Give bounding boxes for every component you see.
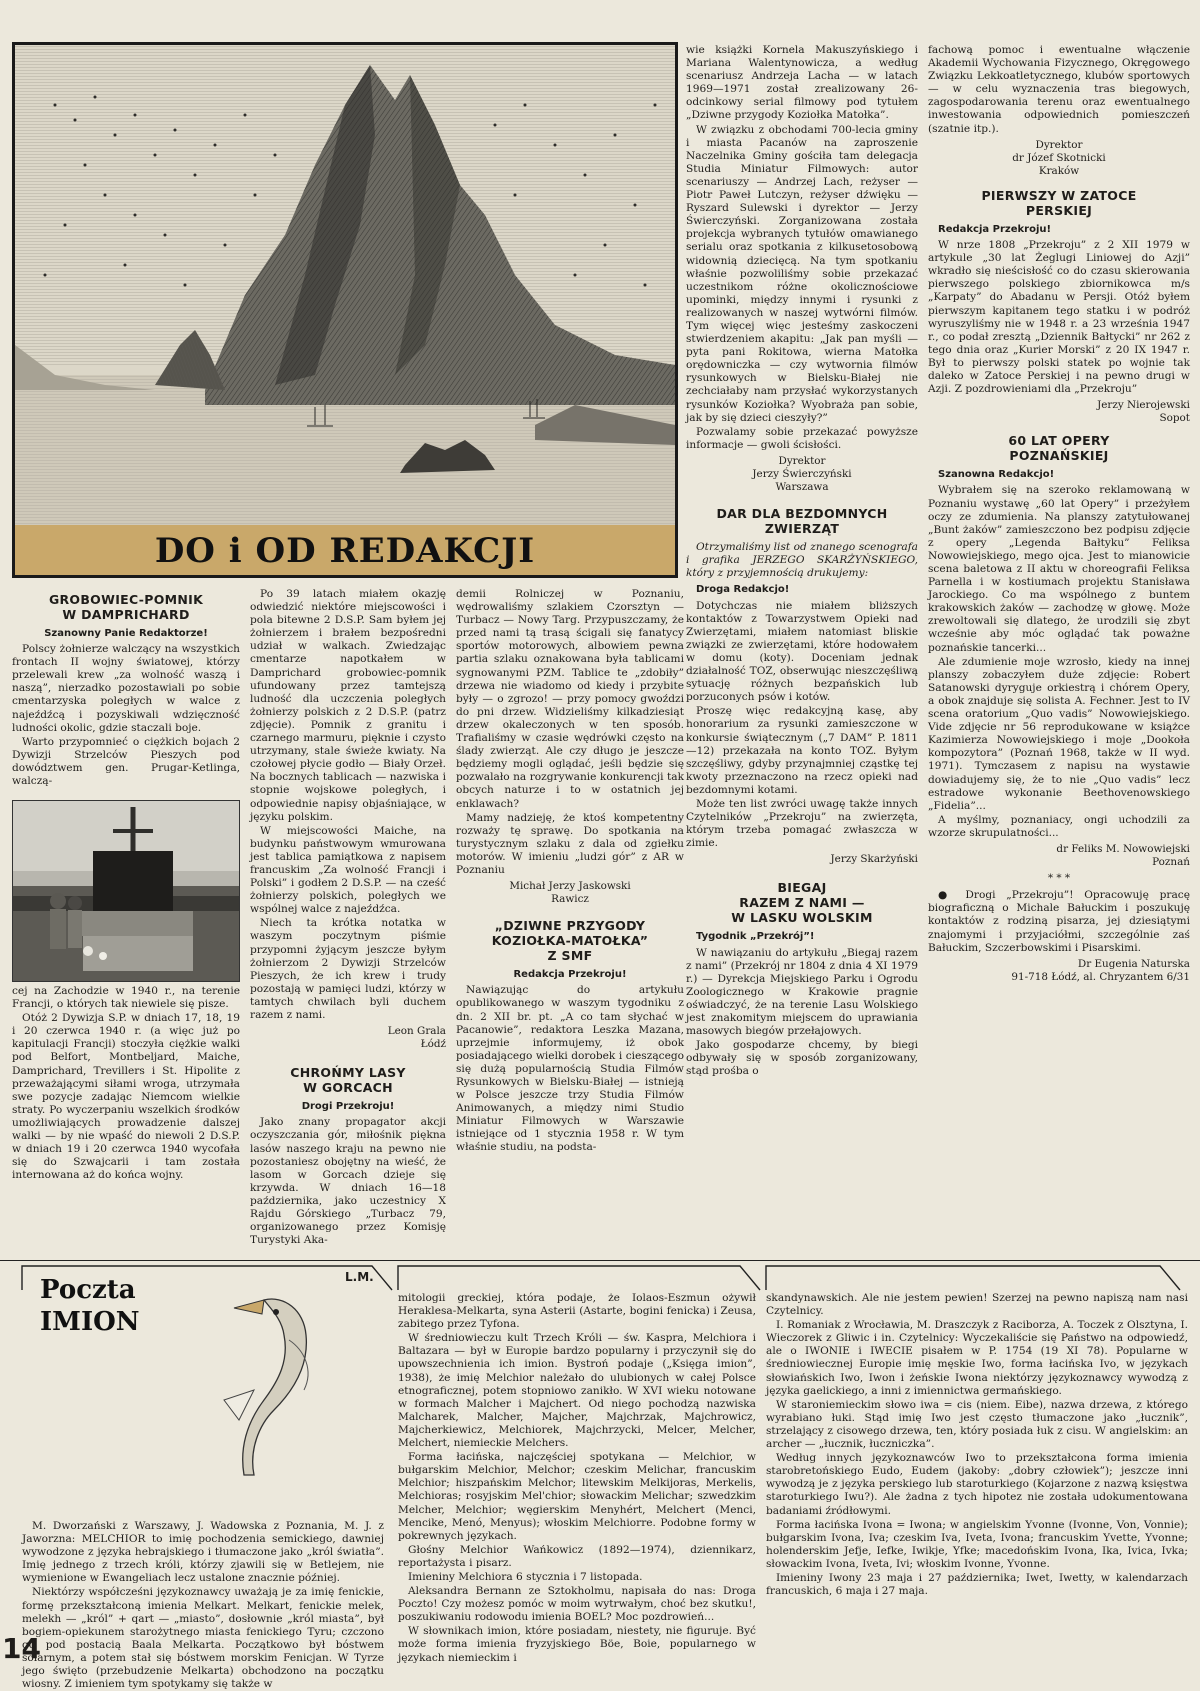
salutation: Droga Redakcjo! — [696, 584, 790, 596]
paragraph: Po 39 latach miałem okazję odwiedzić niektóre miejscowości i pola bitewne 2 D.S.P. Sam byłem jej żołnierzem i brałem bezpośredni udział w walkach. Zwiedzając cmentarze napotkałem w Damprichard grobowiec-pomnik ufundowany przez tamtejszą ludność dla uczczenia poległych żołnierzy polskich z 2 D.S.P. (patrz zdjęcie). Pomnik z granitu i czarnego marmuru, pięknie i czysto utrzymany, stale świeże kwiaty. Na czołowej płycie godło — Biały Orzeł. Na bocznych tablicach — nazwiska i stopnie wojskowe poległych, i odpowiednie napisy objaśniające, w języku polskim. — [250, 588, 446, 823]
poczta-title: Poczta IMION — [40, 1275, 140, 1337]
paragraph: W średniowieczu kult Trzech Króli — św. Kaspra, Melchiora i Baltazara — był w Europie bardzo popularny i przyczynił się do upowszechnienia ich imion. Bystroń podaje („Księga imion”, 1938), że imię Melchior należało do ulubionych w całej Polsce etnograficznej, potem stopniowo zanikło. W XVI wieku notowane w formach Malcher i Majchert. Od niego pochodzą nazwiska Malcharek, Malcher, Majcher, Majchrzak, Majchrowicz, Majcherkiewicz, Melchiorek, Majchrzycki, Melcer, Melcher, Melchert, niemieckie Melchers. — [398, 1332, 756, 1450]
paragraph: M. Dworzański z Warszawy, J. Wadowska z Poznania, M. J. z Jaworzna: MELCHIOR to imię pochodzenia semickiego, dawniej wywodzone z języka hebrajskiego i tłumaczone jako „król światła”. Imię jednego z trzech króli, którzy zjawili się w Betlejem, nie wymienione w Ewangeliach lecz ustalone znacznie później. — [22, 1520, 384, 1585]
paragraph: fachową pomoc i ewentualne włączenie Akademii Wychowania Fizycznego, Okręgowego Związku Lekkoatletycznego, klubów sportowych — w celu wyznaczenia tras biegowych, zagospodarowania terenu oraz ewentualnego inwestowania odpowiednich pomieszczeń (szatnie itp.). — [928, 44, 1190, 135]
article-title: „DZIWNE PRZYGODY KOZIOŁKA-MATOŁKA” Z SMF — [491, 918, 649, 964]
signature: Dyrektor dr Józef Skotnicki Kraków — [1012, 138, 1106, 177]
paragraph: Jako gospodarze chcemy, by biegi odbywały się w sposób zorganizowany, stąd prośba o — [686, 1039, 918, 1078]
poczta-column-1 — [22, 1520, 384, 1691]
paragraph: Otóż 2 Dywizja S.P. w dniach 17, 18, 19 i 20 czerwca 1940 r. (a więc już po kapitulacji Francji) stoczyła ciężkie walki pod Belfort, Montbeljard, Maiche, Damprichard, Trevillers i St. Hipolite z przeważającymi siłami wroga, utrzymała swe pozycje zadając Niemcom wielkie straty. Po wyczerpaniu wszelkich środków umożliwiających prowadzenie dalszej walki — by nie wpaść do niewoli 2 D.S.P. w dniach 19 i 20 czerwca 1940 wycofała się do Szwajcarii i tam została internowana aż do końca wojny. — [12, 1012, 240, 1182]
paragraph: Niech ta krótka notatka w waszym poczytnym piśmie przypomni żyjącym jeszcze byłym żołnierzom 2 Dywizji Strzelców Pieszych, że ich krew i trudy pozostają w pamięci ludzi, którzy w tamtych chwilach byli duchem razem z nami. — [250, 917, 446, 1021]
salutation: Redakcja Przekroju! — [938, 223, 1052, 235]
article-title: PIERWSZY W ZATOCE PERSKIEJ — [981, 187, 1137, 218]
bird-illustration — [194, 1280, 344, 1480]
signature: Michał Jerzy Jaskowski Rawicz — [509, 880, 631, 906]
separator-stars: * * * — [1047, 872, 1071, 885]
paragraph: Forma łacińska, najczęściej spotykana — Melchior, w bułgarskim Melchior, Melchor; czeskim Melichar, francuskim Melchior; hiszpańskim Melchor; litewskim Melkijoras, Merkelis, Melchioras; rosyjskim Mel'chior; słowackim Melichar; szwedzkim Melcher, Melchior; węgierskim Menyhért, Melchert (Menci, Mencike, Menó, Menyus); włoskim Melchiorre. Podobne formy w pokrewnych językach. — [398, 1451, 756, 1542]
article-grobowiec-part1 — [12, 588, 240, 798]
section-title: DO i OD REDAKCJI — [154, 531, 536, 571]
column-d — [686, 44, 918, 1256]
paragraph: Imieniny Melchiora 6 stycznia i 7 listopada. — [408, 1570, 643, 1583]
intro: Otrzymaliśmy list od znanego scenografa i grafika JERZEGO SKARŻYŃSKIEGO, który z przyjemnością drukujemy: — [686, 541, 918, 580]
paragraph: Głośny Melchior Wańkowicz (1892—1974), dziennikarz, reportażysta i pisarz. — [398, 1543, 756, 1569]
article-title: DAR DLA BEZDOMNYCH ZWIERZĄT — [716, 506, 888, 537]
signature: Dyrektor Jerzy Świerczyński Warszawa — [752, 454, 852, 494]
page-number: 14 — [2, 1632, 41, 1665]
signature: Dr Eugenia Naturska 91-718 Łódź, al. Chryzantem 6/31 — [1011, 957, 1190, 983]
paragraph: W związku z obchodami 700-lecia gminy i miasta Pacanów na zaproszenie Naczelnika Gminy gościła tam delegacja Studia Miniatur Filmowych: autor scenariuszy — Andrzej Lach, reżyser — Piotr Paweł Lutczyn, reżyser dźwięku — Ryszard Sulewski i dyrektor — Jerzy Świerczyński. Zorganizowana została projekcja wybranych tytułów omawianego serialu oraz spotkania z kilkusetosobową widownią dziecięcą. Na tym spotkaniu właśnie pozwoliliśmy sobie przekazać uczestnikom różne okolicznościowe upominki, między innymi i rysunki z realizowanych w naszej wytwórni filmów. Tym więcej więc jesteśmy zaskoczeni stwierdzeniem akapitu: „Jak pan myśli — pyta pani Rokitowa, wierna Matołka orędowniczka — czy wytwornia filmów rysunkowych w Bielsku-Białej nie zechciałaby nam przysłać wykorzystanych rysunków Koziołka? Wyobraża pan sobie, jak by się dzieci cieszyły?” — [686, 123, 918, 424]
paragraph: Mamy nadzieję, że ktoś kompetentny rozważy tę sprawę. Do spotkania na turystycznym szlaku z dala od zgiełku motorów. W imieniu „ludzi gór” z AR w Poznaniu — [456, 811, 684, 876]
paragraph: W staroniemieckim słowo iwa = cis (niem. Eibe), nazwa drzewa, z którego wyrabiano łuki. Stąd imię Iwo jest często tłumaczone jako „łucznik”, strzelający z cisowego drzewa, ten, który posiada łuk z cisu. W angielskim: an archer — „łucznik, łuczniczka”. — [766, 1398, 1188, 1451]
paragraph: Jako znany propagator akcji oczyszczania gór, miłośnik piękna lasów naszego kraju na pewno nie pozostaniesz obojętny na wieść, że lasom w Gorcach dzieje się krzywda. W dniach 16—18 października, jako uczestnicy X Rajdu Górskiego „Turbacz 79, organizowanego przez Komisję Turystyki Aka- — [250, 1116, 446, 1247]
paragraph: wie książki Kornela Makuszyńskiego i Mariana Walentynowicza, a według scenariusz Andrzeja Lacha — w latach 1969—1971 został zrealizowany 26-odcinkowy serial filmowy pod tytułem „Dziwne przygody Koziołka Matołka”. — [686, 44, 918, 122]
paragraph: Polscy żołnierze walczący na wszystkich frontach II wojny światowej, którzy przelewali krew „za wolność waszą i naszą”, nierzadko pozostawiali po sobie cmentarzyska poległych w walce z najeźdźcą i pozyskiwali wdzięczność ludności okolic, gdzie staczali boje. — [12, 643, 240, 734]
paragraph: I. Romaniak z Wrocławia, M. Draszczyk z Raciborza, A. Toczek z Olsztyna, I. Wieczorek z Gliwic i in. Czytelnicy: Wyczekaliście się Państwo na odpowiedź, ale o IWONIE i IWECIE pisałem w P. 1754 (19 XI 78). Popularne w średniowiecznej Europie imię męskie Iwo, forma łacińska Ivo, w językach słowiańskich Iwo, Iwon i żeńskie Iwona niektórzy językoznawcy wywodzą z języka gaelickiego, a inni z imiennictwa germańskiego. — [766, 1319, 1188, 1397]
article-title: CHROŃMY LASY W GORCACH — [290, 1065, 406, 1096]
signature: Jerzy Skarżyński — [830, 853, 918, 866]
mountain-illustration — [15, 45, 675, 528]
paragraph: Warto przypomnieć o ciężkich bojach 2 Dywizji Strzelców Pieszych pod dowództwem gen. Prugar-Ketlinga, walczą- — [12, 735, 240, 788]
column-b — [250, 588, 446, 1254]
paragraph: Forma łacińska Ivona = Iwona; w angielskim Yvonne (Ivonne, Von, Vonnie); bułgarskim Ivona, Iva; czeskim Iva, Iveta, Ivona; francuskim Yvette, Yvonne; holenderskim Jefje, Iefke, Iwikje, Yfke; macedońskim Ivona, Ika, Ivica, Ivka; słowackim Ivona, Iveta, Ivi; włoskim Ivonne, Yvonne. — [766, 1518, 1188, 1570]
article-title: GROBOWIEC-POMNIK W DAMPRICHARD — [48, 592, 204, 622]
poczta-column-3 — [766, 1292, 1188, 1660]
signature: Leon Grala Łódź — [387, 1025, 446, 1051]
article-title: 60 LAT OPERY POZNAŃSKIEJ — [1008, 433, 1110, 464]
paragraph: W nawiązaniu do artykułu „Biegaj razem z nami” (Przekrój nr 1804 z dnia 4 XI 1979 r.) — Dyrekcja Miejskiego Parku i Ogrodu Zoologicznego w Krakowie pragnie oświadczyć, że na terenie Lasu Wolskiego jest znakomitym miejscem do uprawiania masowych biegów przełajowych. — [686, 946, 918, 1038]
column-c — [456, 588, 684, 1254]
poczta-column-2 — [398, 1292, 756, 1664]
paragraph: ● Drogi „Przekroju”! Opracowuję pracę biograficzną o Michale Bałuckim i poszukuję kontaktów z rodziną pisarza, jej dziesiątymi znajomymi i przyjaciółmi, szczególnie zaś Bałuckim, Szczerbowskimi i Pisarskimi. — [928, 889, 1190, 954]
paragraph: Ale zdumienie moje wzrosło, kiedy na innej planszy zobaczyłem duże zdjęcie: Robert Satanowski dyryguje orkiestrą i chórem Opery, a obok znajduje się solista A. Fechner. Jest to IV scena oratorium „Quo vadis” Nowowiejskiego. Vide zdjęcie nr 56 reprodukowane w książce Kazimierza Nowowiejskiego i moje „Dookoła kompozytora” (Poznań 1968, także w II wyd. 1971). Tymczasem z napisu na wystawie dowiadujemy się, że to nie „Quo vadis” lecz estradowe wykonanie Beethovenowskiego „Fidelia”... — [928, 655, 1190, 812]
article-grobowiec-part2 — [12, 985, 240, 1257]
article-title: BIEGAJ RAZEM Z NAMI — W LASKU WOLSKIM — [731, 880, 873, 926]
paragraph: W słownikach imion, które posiadam, niestety, nie figuruje. Być może forma imienia fryzyjskiego Böe, Boie, popularnego w językach niemieckim i — [398, 1625, 756, 1664]
paragraph: Imieniny Iwony 23 maja i 27 października; Iwet, Iwetty, w kalendarzach francuskich, 6 maja i 27 maja. — [766, 1571, 1188, 1598]
signature: Jerzy Nierojewski Sopot — [1097, 399, 1190, 425]
salutation: Redakcja Przekroju! — [513, 969, 627, 981]
paragraph: skandynawskich. Ale nie jestem pewien! Szerzej na pewno napiszą nam nasi Czytelnicy. — [766, 1292, 1188, 1318]
paragraph: Wybrałem się na szeroko reklamowaną w Poznaniu wystawę „60 lat Opery” i przeżyłem oczy ze zdumienia. Na planszy zatytułowanej „Bunt żaków” zamieszczono bez podpisu zdjęcie z opery „Legenda Bałtyku” Feliksa Nowowiejskiego, mego ojca. Jest to mianowicie scena baletowa z II aktu w choreografii Feliksa Parnella i w kostiumach projektu Stanisława Jarockiego. Co ma wspólnego z buntem krakowskich żaków — zachodzę w głowę. Może zrewoltowali się dlatego, że urodzili się zbyt wcześnie aby móc oglądać tak poważne poznańskie tancerki... — [928, 484, 1190, 654]
salutation: Szanowny Panie Redaktorze! — [44, 628, 208, 639]
salutation: Tygodnik „Przekrój”! — [696, 931, 815, 943]
paragraph: W nrze 1808 „Przekroju” z 2 XII 1979 w artykule „30 lat Żeglugi Liniowej do Azji” wkradło się nieścisłość co do czasu skierowania pierwszego polskiego zbiornikowca m/s „Karpaty” do Abadanu w Persji. Otóż byłem pierwszym kapitanem tego statku i w podróż wyruszyliśmy nie w 1948 r. a 23 września 1947 r., co podał zresztą „Dziennik Bałtycki” nr 262 z tego dnia oraz „Kurier Morski” z 20 IX 1947 r. Był to pierwszy polski statek po wojnie tak daleko w Zatoce Perskiej i na pewno drugi w Azji. Z pozdrowieniami dla „Przekroju” — [928, 239, 1190, 396]
paragraph: Niektórzy współcześni językoznawcy uważają je za imię fenickie, formę przekształconą imienia Melkart. Melkart, fenickie melek, melekh — „król” + qart — „miasto”, dosłownie „król miasta”, był bogiem-opiekunem starożytnego miasta fenickiego Tyru; czczono go pod postacią Baala Melkarta. Początkowo był bóstwem solarnym, a potem stał się bóstwem morskim Fenicjan. W Tyrze jego święto (przebudzenie Melkarta) obchodzono na początku wiosny. Z imieniem tym spotykamy się także w — [22, 1586, 384, 1691]
paragraph: demii Rolniczej w Poznaniu, wędrowaliśmy szlakiem Czorsztyn — Turbacz — Nowy Targ. Przypuszczamy, że przed nami tą trasą ścigali się fanatycy sportów motorowych, albowiem pewna partia szlaku oznakowana była tablicami sygnowanymi PZM. Tablice te „zdobiły” drzewa nie wiadomo od kiedy i przybite były — o zgrozo! — przy pomocy gwoździ do pni drzew. Widzieliśmy kilkadziesiąt drzew okaleczonych w ten sposób. Trafialiśmy w czasie wędrówki często na ślady zwierząt. Ale czy długo je jeszcze będziemy mogli oglądać, jeśli będzie się pozwalało na rozgrywanie konkurencji tak obcych naturze i to w ostatnich jej enklawach? — [456, 588, 684, 810]
signature: dr Feliks M. Nowowiejski Poznań — [1056, 842, 1190, 869]
paragraph: Według innych językoznawców Iwo to przekształcona forma imienia starobretońskiego Eudo, Eudem (jakoby: „dobry człowiek”); jeszcze inni wywodzą je z języka perskiego lub staroturkiego (Kojarzone z nazwą księstwa staroturkiego Iwu?). Ale żadna z tych hipotez nie została udokumentowana badaniami źródłowymi. — [766, 1452, 1188, 1517]
paragraph: W miejscowości Maiche, na budynku państwowym wmurowana jest tablica pamiątkowa z napisem francuskim „Za wolność Francji i Polski” i godłem 2 D.S.P. — na cześć żołnierzy polskich, poległych we wspólnej walce z najeźdźca. — [250, 824, 446, 916]
paragraph: Proszę więc redakcyjną kasę, aby honorarium za rysunki zamieszczone w konkursie świątecznym („7 DAM” P. 1811—12) przekazała na konto TOZ. Byłym szczęśliwy, gdyby przynajmniej cząstkę tej kwoty przeznaczono na rzecz opieki nad bezdomnymi kotami. — [686, 705, 918, 796]
paragraph: Dotychczas nie miałem bliższych kontaktów z Towarzystwem Opieki nad Zwierzętami, miałem natomiast bliskie związki ze zwierzętami, które hodowałem w domu (koty). Doceniam jednak działalność TOZ, obserwując nieszczęśliwą sytuację różnych bezpańskich lub porzuconych psów i kotów. — [686, 599, 918, 704]
salutation: Szanowna Redakcjo! — [938, 469, 1055, 481]
paragraph: mitologii greckiej, która podaje, że Iolaos-Eszmun ożywił Heraklesa-Melkarta, syna Asterii (Astarte, bogini fenicka) i Zeusa, zabitego przez Tyfona. — [398, 1292, 756, 1331]
paragraph: Aleksandra Bernann ze Sztokholmu, napisała do nas: Droga Poczto! Czy możesz pomóc w moim wytrwałym, choć bez skutku!, poszukiwaniu rodowodu imienia BOEL? Moc pozdrowień... — [398, 1585, 756, 1624]
mountain-engraving — [12, 42, 678, 531]
section-banner — [12, 525, 678, 578]
paragraph: Pozwalamy sobie przekazać powyższe informacje — gwoli ścisłości. — [686, 425, 918, 451]
paragraph: A myślmy, poznaniacy, ongi uchodzili za wzorze skrupulatności... — [928, 813, 1190, 839]
column-e — [928, 44, 1190, 1256]
salutation: Drogi Przekroju! — [301, 1101, 395, 1113]
poczta-author: L.M. — [345, 1270, 374, 1284]
paragraph: Nawiązując do artykułu opublikowanego w waszym tygodniku z dn. 2 XII br. pt. „A co tam słychać w Pacanowie”, redaktora Leszka Mazana, uprzejmie informujemy, iż obok posiadającego wielki dorobek i cieszącego się dużą popularnością Studia Filmów Rysunkowych w Bielsku-Białej — istnieją w Polsce jeszcze trzy Studia Filmów Animowanych, a między nimi Studio Miniatur Filmowych w Warszawie istniejące od 1 stycznia 1958 r. W tym właśnie studiu, na podsta- — [456, 984, 684, 1154]
paragraph: cej na Zachodzie w 1940 r., na terenie Francji, o których tak niewiele się pisze. — [12, 985, 240, 1011]
poczta-imion-header — [24, 1262, 384, 1510]
monument-photo — [12, 800, 240, 982]
section-divider — [0, 1260, 1200, 1261]
monument-photo-image — [13, 801, 239, 981]
paragraph: Może ten list zwróci uwagę także innych Czytelników „Przekroju” na zwierzęta, którym trzeba pomagać zwłaszcza w zimie. — [686, 797, 918, 850]
